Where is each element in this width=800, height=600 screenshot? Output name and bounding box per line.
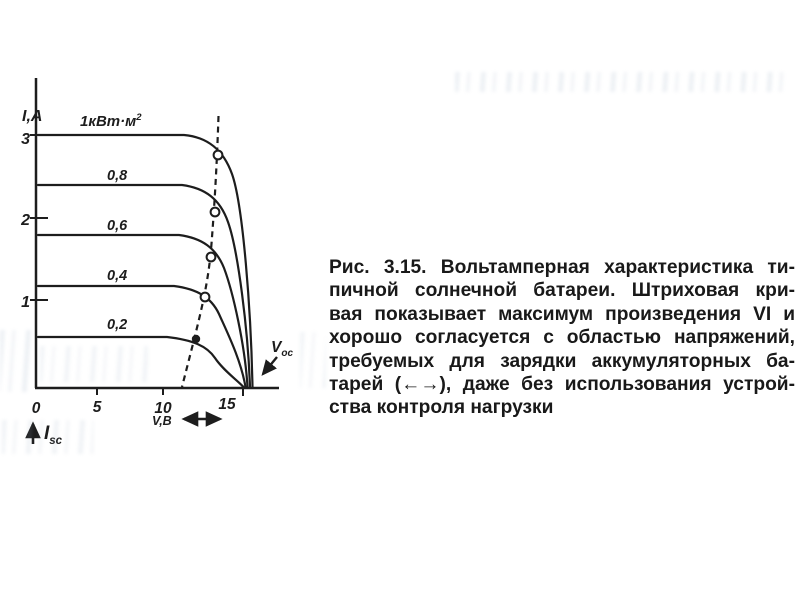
x-tick-label-10: 10	[154, 400, 172, 417]
iv-curve-0-2	[38, 337, 244, 387]
y-tick-label-2: 2	[21, 212, 30, 229]
curve-label-0-2: 0,2	[107, 317, 128, 333]
x-tick-label-0: 0	[31, 400, 41, 417]
irradiance-label	[80, 112, 142, 130]
max-power-marker-1	[214, 151, 223, 160]
voc-label-main: V	[271, 339, 282, 356]
caption-line: ства контроля нагрузки	[329, 397, 554, 419]
bleed-through-artifact	[455, 72, 785, 92]
iv-characteristic-chart	[0, 70, 322, 460]
caption-line: тарей (←→), даже без использования устрой-	[329, 374, 795, 396]
isc-label-sub: sc	[49, 435, 63, 447]
caption-line: вая показывает максимум произведения VI и	[329, 303, 795, 325]
x-tick-label-15: 15	[218, 396, 236, 413]
x-axis-unit-label: V,В	[152, 414, 172, 428]
max-power-marker-2	[211, 208, 220, 217]
max-power-marker-3	[207, 253, 216, 262]
curve-label-0-8: 0,8	[107, 168, 128, 184]
x-tick-label-5: 5	[92, 399, 102, 416]
irradiance-label-sup: 2	[136, 112, 142, 123]
curve-label-0-6: 0,6	[107, 218, 128, 234]
caption-line: Рис. 3.15. Вольтамперная характеристика ти-	[329, 257, 795, 278]
voc-arrow	[263, 357, 277, 374]
irradiance-label-main: 1кВт·м	[80, 113, 137, 130]
isc-label-main: I	[44, 423, 50, 444]
curve-label-0-4: 0,4	[107, 268, 128, 284]
y-tick-label-1: 1	[21, 294, 30, 311]
isc-label	[44, 423, 63, 447]
caption-line: хорошо согласуется с областью напряжений,	[329, 327, 795, 349]
voc-label	[271, 339, 293, 359]
caption-line: требуемых для зарядки аккумуляторных ба-	[329, 350, 795, 372]
voc-label-sub: oc	[281, 348, 294, 359]
y-axis-label: I,A	[22, 108, 43, 125]
caption-line: пичной солнечной батареи. Штриховая кри-	[329, 280, 795, 302]
max-power-marker-4	[201, 293, 210, 302]
figure-caption	[329, 256, 795, 420]
max-power-marker-5-filled	[192, 335, 200, 343]
y-tick-label-3: 3	[21, 131, 30, 148]
